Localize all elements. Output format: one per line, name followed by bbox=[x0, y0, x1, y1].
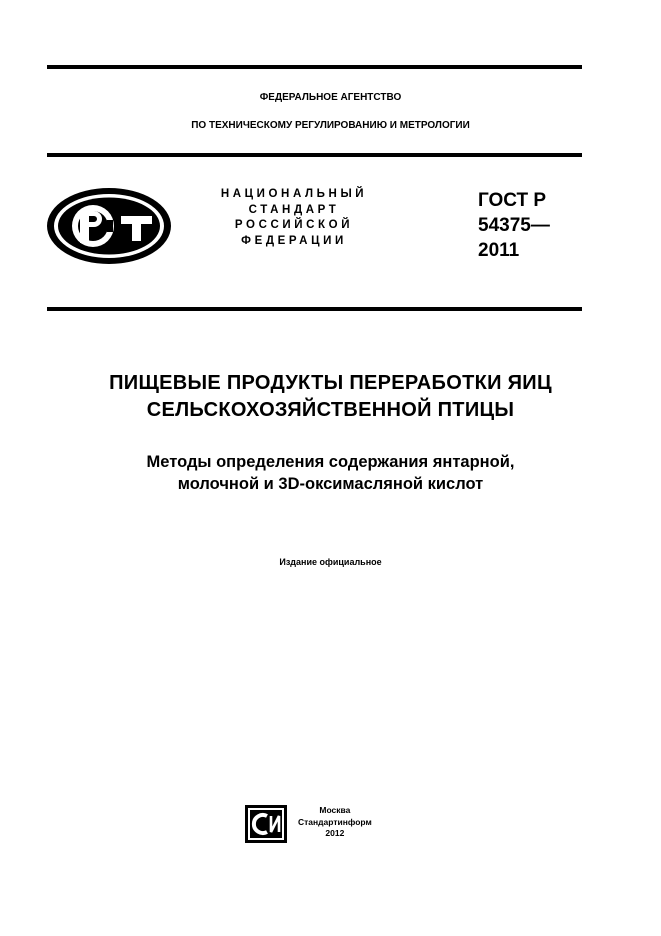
subtitle-line-2: молочной и 3D-оксимасляной кислот bbox=[177, 475, 484, 493]
national-standard-label bbox=[196, 187, 392, 249]
top-rule bbox=[47, 65, 582, 69]
agency-line-2: ПО ТЕХНИЧЕСКОМУ РЕГУЛИРОВАНИЮ И МЕТРОЛОГИИ bbox=[191, 120, 470, 131]
title-line-2: СЕЛЬСКОХОЗЯЙСТВЕННОЙ ПТИЦЫ bbox=[146, 399, 515, 421]
standard-kind-line-1: НАЦИОНАЛЬНЫЙ bbox=[220, 188, 368, 200]
gost-line-2: 54375— bbox=[478, 215, 550, 236]
block-rule bbox=[47, 307, 582, 311]
publisher-name: Стандартинформ bbox=[298, 816, 372, 827]
subtitle-line-1: Методы определения содержания янтарной, bbox=[146, 453, 515, 471]
gost-line-1: ГОСТ Р bbox=[478, 190, 547, 211]
title-line-1: ПИЩЕВЫЕ ПРОДУКТЫ ПЕРЕРАБОТКИ ЯИЦ bbox=[109, 372, 552, 394]
standartinform-logo-icon bbox=[245, 805, 287, 843]
publisher-city: Москва bbox=[319, 805, 351, 815]
standard-kind-line-2: СТАНДАРТ bbox=[248, 203, 340, 216]
publisher-block bbox=[298, 805, 372, 840]
document-subtitle bbox=[0, 451, 661, 495]
standard-kind-line-4: ФЕДЕРАЦИИ bbox=[241, 234, 347, 247]
rst-logo-icon bbox=[45, 186, 173, 266]
edition-note: Издание официальное bbox=[279, 557, 382, 567]
gost-designation bbox=[478, 188, 550, 263]
publication-year: 2012 bbox=[325, 828, 345, 838]
header-rule bbox=[47, 153, 582, 157]
gost-line-3: 2011 bbox=[478, 240, 520, 261]
standard-kind-line-3: РОССИЙСКОЙ bbox=[234, 219, 354, 231]
agency-line-1: ФЕДЕРАЛЬНОЕ АГЕНТСТВО bbox=[259, 92, 402, 103]
document-title bbox=[0, 370, 661, 424]
